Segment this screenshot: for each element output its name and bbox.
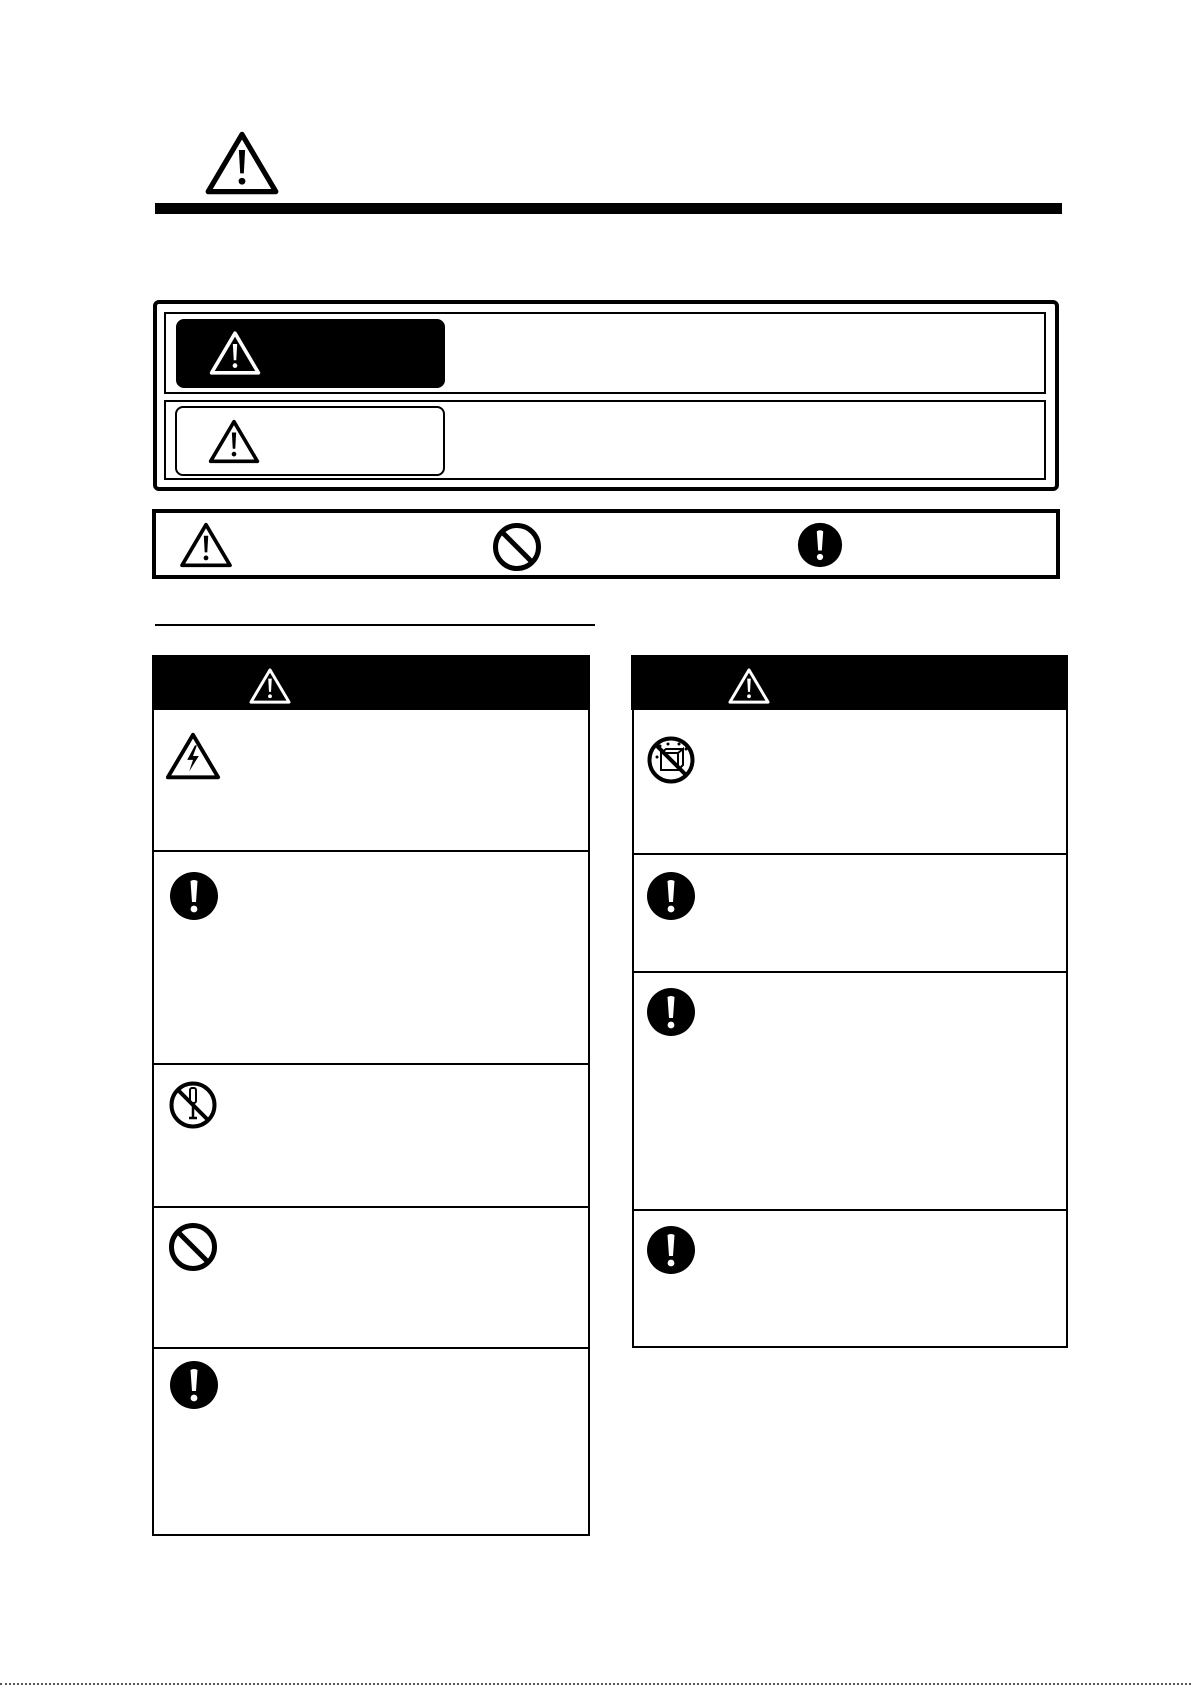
mandatory-action-icon — [646, 871, 696, 921]
entry-separator — [153, 1063, 589, 1065]
prohibition-icon — [492, 522, 542, 572]
entry-separator — [153, 1347, 589, 1349]
section-title-rule — [155, 624, 595, 626]
warning-triangle-icon — [727, 666, 771, 706]
mandatory-action-icon — [646, 987, 696, 1037]
right-column-header — [631, 655, 1068, 710]
left-column-header — [152, 655, 590, 710]
warning-triangle-icon — [208, 329, 262, 377]
no-water-icon — [646, 735, 696, 785]
entry-separator — [633, 971, 1067, 973]
entry-separator — [633, 1209, 1067, 1211]
electric-shock-icon — [164, 730, 222, 782]
mandatory-action-icon — [646, 1225, 696, 1275]
mandatory-action-icon — [169, 871, 219, 921]
mandatory-action-icon — [169, 1360, 219, 1410]
symbol-key — [152, 509, 1060, 579]
caution-triangle-icon — [178, 521, 234, 569]
warning-triangle-icon — [207, 417, 261, 466]
entry-separator — [633, 853, 1067, 855]
entry-separator — [153, 1206, 589, 1208]
mandatory-action-icon — [797, 522, 843, 568]
right-warning-panel — [632, 710, 1068, 1348]
do-not-disassemble-icon — [168, 1080, 218, 1130]
header-rule — [155, 203, 1062, 214]
entry-separator — [153, 850, 589, 852]
header-warning-icon — [203, 128, 281, 198]
prohibition-icon — [168, 1222, 218, 1272]
warning-triangle-icon — [248, 666, 292, 706]
